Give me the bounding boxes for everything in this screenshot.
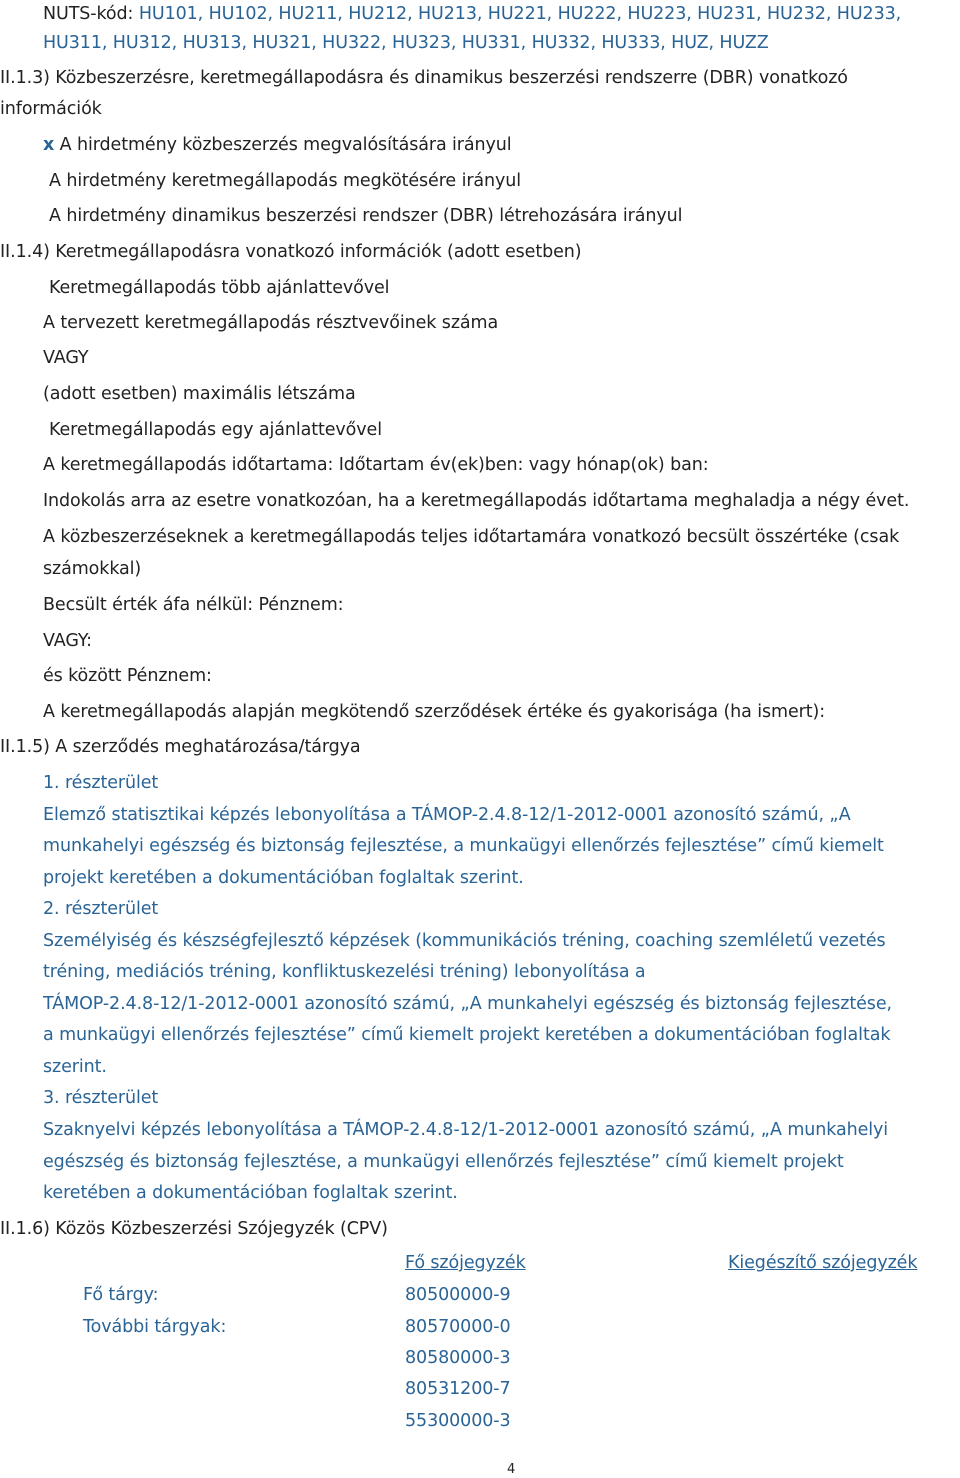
lot-3-line: egészség és biztonság fejlesztése, a munkaügyi ellenőrzés fejlesztése” című kiemelt projekt [43, 1152, 844, 1172]
cpv-main-label: Fő tárgy: [83, 1285, 159, 1305]
lot-3-title: 3. részterület [43, 1088, 159, 1108]
cpv-additional-code: 80570000-0 [405, 1317, 511, 1337]
framework-multi: Keretmegállapodás több ajánlattevővel [49, 278, 390, 298]
value-range: és között Pénznem: [43, 666, 212, 686]
framework-participants: A tervezett keretmegállapodás résztvevőinek száma [43, 313, 499, 333]
cpv-supplementary-column-header: Kiegészítő szójegyzék [728, 1253, 918, 1273]
lot-2-line: szerint. [43, 1057, 107, 1077]
section-114-heading: II.1.4) Keretmegállapodásra vonatkozó információk (adott esetben) [0, 242, 582, 262]
cpv-additional-code: 80531200-7 [405, 1379, 511, 1399]
framework-single: Keretmegállapodás egy ajánlattevővel [49, 420, 382, 440]
section-115-heading: II.1.5) A szerződés meghatározása/tárgya [0, 737, 361, 757]
nuts-label: NUTS-kód: [43, 4, 134, 24]
or-1: VAGY [43, 348, 89, 368]
nuts-codes-1: HU101, HU102, HU211, HU212, HU213, HU221, HU222, HU223, HU231, HU232, HU233, [138, 4, 902, 24]
lot-1-line: Elemző statisztikai képzés lebonyolítása a TÁMOP-2.4.8-12/1-2012-0001 azonosító számú, „A [43, 805, 851, 825]
lot-2-line: TÁMOP-2.4.8-12/1-2012-0001 azonosító számú, „A munkahelyi egészség és biztonság fejlesztése, [43, 994, 892, 1014]
section-113-heading-cont: információk [0, 99, 102, 119]
framework-max: (adott esetben) maximális létszáma [43, 384, 356, 404]
option-procurement-label: A hirdetmény közbeszerzés megvalósítására irányul [59, 135, 512, 155]
framework-duration: A keretmegállapodás időtartama: Időtartam év(ek)ben: vagy hónap(ok) ban: [43, 455, 709, 475]
lot-3-line: Szaknyelvi képzés lebonyolítása a TÁMOP-2.4.8-12/1-2012-0001 azonosító számú, „A munkahelyi [43, 1120, 889, 1140]
page-number: 4 [507, 1462, 516, 1477]
lot-2-line: a munkaügyi ellenőrzés fejlesztése” című kiemelt projekt keretében a dokumentációban foglaltak [43, 1025, 891, 1045]
lot-1-line: projekt keretében a dokumentációban foglaltak szerint. [43, 868, 524, 888]
lot-2-line: Személyiség és készségfejlesztő képzések (kommunikációs tréning, coaching szemléletű vezetés [43, 931, 886, 951]
section-113-heading: II.1.3) Közbeszerzésre, keretmegállapodásra és dinamikus beszerzési rendszerre (DBR) vonatkozó [0, 68, 848, 88]
value-ex-vat: Becsült érték áfa nélkül: Pénznem: [43, 595, 344, 615]
or-2: VAGY: [43, 631, 92, 651]
lot-2-title: 2. részterület [43, 899, 159, 919]
nuts-line-1 [43, 3, 901, 25]
selected-mark: x [43, 135, 55, 155]
option-dbr: A hirdetmény dinamikus beszerzési rendszer (DBR) létrehozására irányul [49, 206, 683, 226]
lot-3-line: keretében a dokumentációban foglaltak szerint. [43, 1183, 458, 1203]
contracts-value: A keretmegállapodás alapján megkötendő szerződések értéke és gyakorisága (ha ismert): [43, 702, 826, 722]
cpv-additional-code: 55300000-3 [405, 1411, 511, 1431]
option-procurement [43, 134, 512, 156]
lot-1-title: 1. részterület [43, 773, 159, 793]
cpv-additional-label: További tárgyak: [83, 1317, 227, 1337]
framework-justification: Indokolás arra az esetre vonatkozóan, ha a keretmegállapodás időtartama meghaladja a négy évet. [43, 491, 910, 511]
section-116-heading: II.1.6) Közös Közbeszerzési Szójegyzék (CPV) [0, 1219, 388, 1239]
estimated-value-cont: számokkal) [43, 559, 142, 579]
cpv-additional-code: 80580000-3 [405, 1348, 511, 1368]
option-framework: A hirdetmény keretmegállapodás megkötésére irányul [49, 171, 522, 191]
cpv-main-code: 80500000-9 [405, 1285, 511, 1305]
lot-2-line: tréning, mediációs tréning, konfliktuskezelési tréning) lebonyolítása a [43, 962, 646, 982]
lot-1-line: munkahelyi egészség és biztonság fejlesztése, a munkaügyi ellenőrzés fejlesztése” című kiemelt [43, 836, 884, 856]
estimated-value: A közbeszerzéseknek a keretmegállapodás teljes időtartamára vonatkozó becsült összértéke (csak [43, 527, 900, 547]
cpv-main-column-header: Fő szójegyzék [405, 1253, 526, 1273]
nuts-codes-2: HU311, HU312, HU313, HU321, HU322, HU323, HU331, HU332, HU333, HUZ, HUZZ [43, 33, 769, 53]
